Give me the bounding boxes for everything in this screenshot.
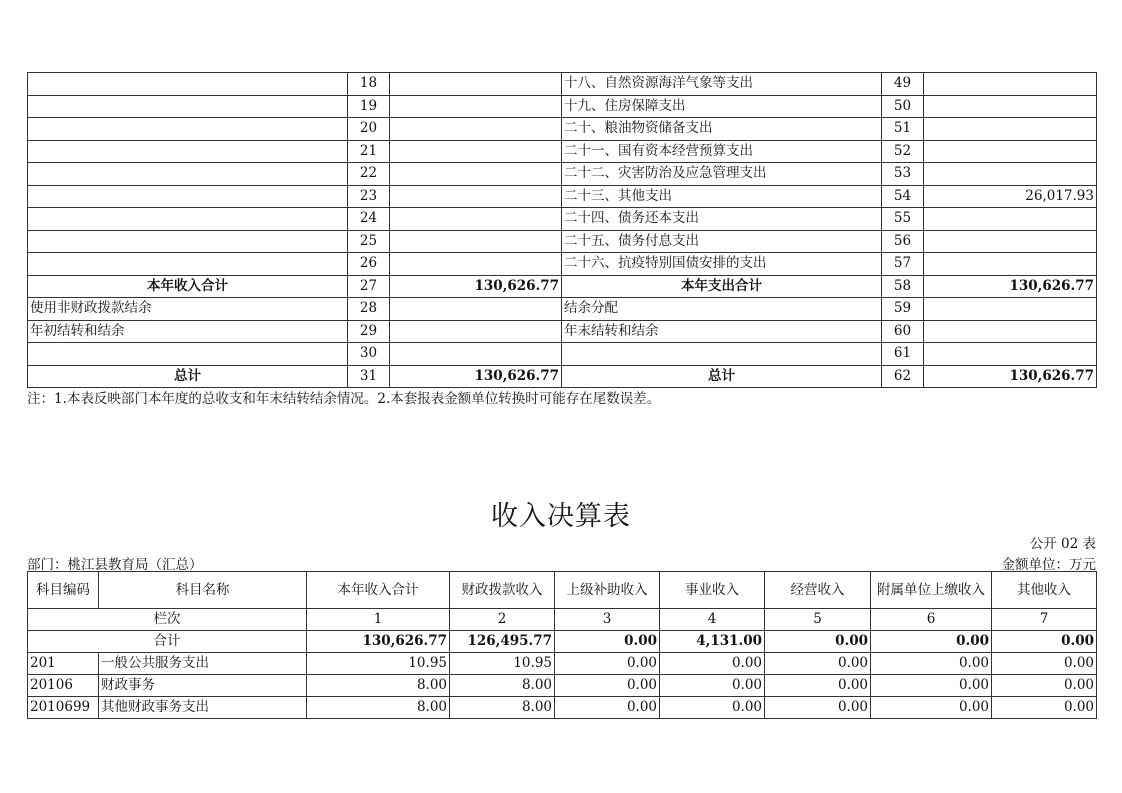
amount-cell: 0.00 [992,675,1097,697]
header-cell: 科目编码 [28,572,99,609]
table-row [28,230,1097,253]
amount-cell: 10.95 [450,653,555,675]
row-number: 20 [348,118,390,141]
expense-amount [924,95,1097,118]
table-row [28,697,1097,719]
column-number-label: 栏次 [28,609,307,631]
row-number: 29 [348,320,390,343]
income-amount [390,230,562,253]
row-number: 26 [348,253,390,276]
total-label: 合计 [28,631,307,653]
row-number: 58 [882,275,924,298]
income-amount [390,208,562,231]
income-item-name [28,118,348,141]
amount-cell: 0.00 [871,653,992,675]
column-number: 1 [307,609,450,631]
row-number: 53 [882,163,924,186]
row-number: 24 [348,208,390,231]
income-item-name: 本年收入合计 [28,275,348,298]
amount-cell: 0.00 [555,697,660,719]
table-row [28,275,1097,298]
total-value: 4,131.00 [660,631,765,653]
table-row [28,653,1097,675]
income-amount [390,163,562,186]
expense-amount [924,208,1097,231]
income-amount [390,298,562,321]
income-item-name [28,208,348,231]
expense-item-name: 总计 [562,365,882,388]
income-amount [390,253,562,276]
income-item-name [28,95,348,118]
total-value: 0.00 [871,631,992,653]
income-amount: 130,626.77 [390,365,562,388]
income-amount [390,320,562,343]
table-row [28,343,1097,366]
income-amount [390,118,562,141]
amount-cell: 0.00 [871,675,992,697]
amount-unit-label: 金额单位：万元 [1001,557,1096,573]
expense-item-name: 二十三、其他支出 [562,185,882,208]
row-number: 23 [348,185,390,208]
table-row [28,365,1097,388]
column-number: 7 [992,609,1097,631]
amount-cell: 8.00 [450,697,555,719]
amount-cell: 0.00 [765,653,871,675]
header-cell: 科目名称 [99,572,307,609]
income-item-name: 总计 [28,365,348,388]
amount-cell: 0.00 [765,675,871,697]
table-row [28,95,1097,118]
expense-item-name: 二十五、债务付息支出 [562,230,882,253]
expense-item-name: 结余分配 [562,298,882,321]
amount-cell: 0.00 [555,675,660,697]
income-table [27,571,1097,719]
expense-item-name: 二十四、债务还本支出 [562,208,882,231]
amount-cell: 0.00 [992,697,1097,719]
total-value: 130,626.77 [307,631,450,653]
income-amount [390,185,562,208]
row-number: 19 [348,95,390,118]
row-number: 30 [348,343,390,366]
column-number: 3 [555,609,660,631]
amount-cell: 8.00 [307,675,450,697]
table-row [28,163,1097,186]
row-number: 21 [348,140,390,163]
income-amount [390,343,562,366]
total-value: 0.00 [765,631,871,653]
row-number: 57 [882,253,924,276]
row-number: 51 [882,118,924,141]
row-number: 55 [882,208,924,231]
table-row [28,185,1097,208]
row-number: 27 [348,275,390,298]
table-row [28,675,1097,697]
row-number: 60 [882,320,924,343]
page-title: 收入决算表 [491,501,631,532]
expense-item-name [562,343,882,366]
income-item-name [28,185,348,208]
income-amount: 130,626.77 [390,275,562,298]
row-number: 54 [882,185,924,208]
table-row [28,298,1097,321]
department-label: 部门：桃江县教育局（汇总） [27,557,203,573]
amount-cell: 0.00 [992,653,1097,675]
subject-code: 2010699 [28,697,99,719]
row-number: 22 [348,163,390,186]
expense-item-name: 十八、自然资源海洋气象等支出 [562,73,882,96]
income-amount [390,95,562,118]
row-number: 28 [348,298,390,321]
total-row [28,631,1097,653]
amount-cell: 0.00 [765,697,871,719]
expense-amount [924,118,1097,141]
subject-name: 财政事务 [99,675,307,697]
amount-cell: 10.95 [307,653,450,675]
expense-amount: 130,626.77 [924,365,1097,388]
table-row [28,73,1097,96]
row-number: 61 [882,343,924,366]
income-item-name [28,140,348,163]
amount-cell: 0.00 [660,675,765,697]
income-item-name [28,73,348,96]
column-number: 5 [765,609,871,631]
table-footnote: 注：1.本表反映部门本年度的总收支和年末结转结余情况。2.本套报表金额单位转换时可能存在尾数误差。 [27,391,661,407]
expense-amount [924,230,1097,253]
row-number: 49 [882,73,924,96]
form-code: 公开 02 表 [1029,536,1096,552]
header-cell: 经营收入 [765,572,871,609]
income-item-name: 年初结转和结余 [28,320,348,343]
row-number: 59 [882,298,924,321]
amount-cell: 0.00 [660,697,765,719]
income-amount [390,140,562,163]
amount-cell: 0.00 [555,653,660,675]
subject-name: 其他财政事务支出 [99,697,307,719]
amount-cell: 8.00 [450,675,555,697]
amount-cell: 0.00 [660,653,765,675]
row-number: 56 [882,230,924,253]
income-table-header-row [28,572,1097,609]
income-amount [390,73,562,96]
expense-amount [924,163,1097,186]
income-item-name [28,230,348,253]
row-number: 31 [348,365,390,388]
expense-amount [924,140,1097,163]
income-item-name [28,163,348,186]
row-number: 52 [882,140,924,163]
column-number: 4 [660,609,765,631]
row-number: 62 [882,365,924,388]
row-number: 18 [348,73,390,96]
income-item-name [28,253,348,276]
expense-item-name: 二十、粮油物资储备支出 [562,118,882,141]
expense-item-name: 年末结转和结余 [562,320,882,343]
column-number: 2 [450,609,555,631]
income-expense-summary-table [27,72,1097,388]
table-row [28,118,1097,141]
row-number: 50 [882,95,924,118]
header-cell: 事业收入 [660,572,765,609]
header-cell: 附属单位上缴收入 [871,572,992,609]
expense-amount [924,73,1097,96]
expense-amount: 26,017.93 [924,185,1097,208]
amount-cell: 8.00 [307,697,450,719]
expense-amount [924,298,1097,321]
expense-amount [924,253,1097,276]
table-row [28,208,1097,231]
income-item-name [28,343,348,366]
header-cell: 上级补助收入 [555,572,660,609]
subject-name: 一般公共服务支出 [99,653,307,675]
expense-item-name: 二十六、抗疫特别国债安排的支出 [562,253,882,276]
total-value: 126,495.77 [450,631,555,653]
expense-item-name: 二十一、国有资本经营预算支出 [562,140,882,163]
column-number: 6 [871,609,992,631]
table-row [28,253,1097,276]
total-value: 0.00 [555,631,660,653]
expense-amount [924,320,1097,343]
subject-code: 201 [28,653,99,675]
header-cell: 其他收入 [992,572,1097,609]
table-row [28,320,1097,343]
total-value: 0.00 [992,631,1097,653]
header-cell: 财政拨款收入 [450,572,555,609]
expense-item-name: 本年支出合计 [562,275,882,298]
header-cell: 本年收入合计 [307,572,450,609]
expense-item-name: 十九、住房保障支出 [562,95,882,118]
income-item-name: 使用非财政拨款结余 [28,298,348,321]
column-number-row [28,609,1097,631]
expense-amount: 130,626.77 [924,275,1097,298]
subject-code: 20106 [28,675,99,697]
table-row [28,140,1097,163]
row-number: 25 [348,230,390,253]
expense-amount [924,343,1097,366]
expense-item-name: 二十二、灾害防治及应急管理支出 [562,163,882,186]
amount-cell: 0.00 [871,697,992,719]
